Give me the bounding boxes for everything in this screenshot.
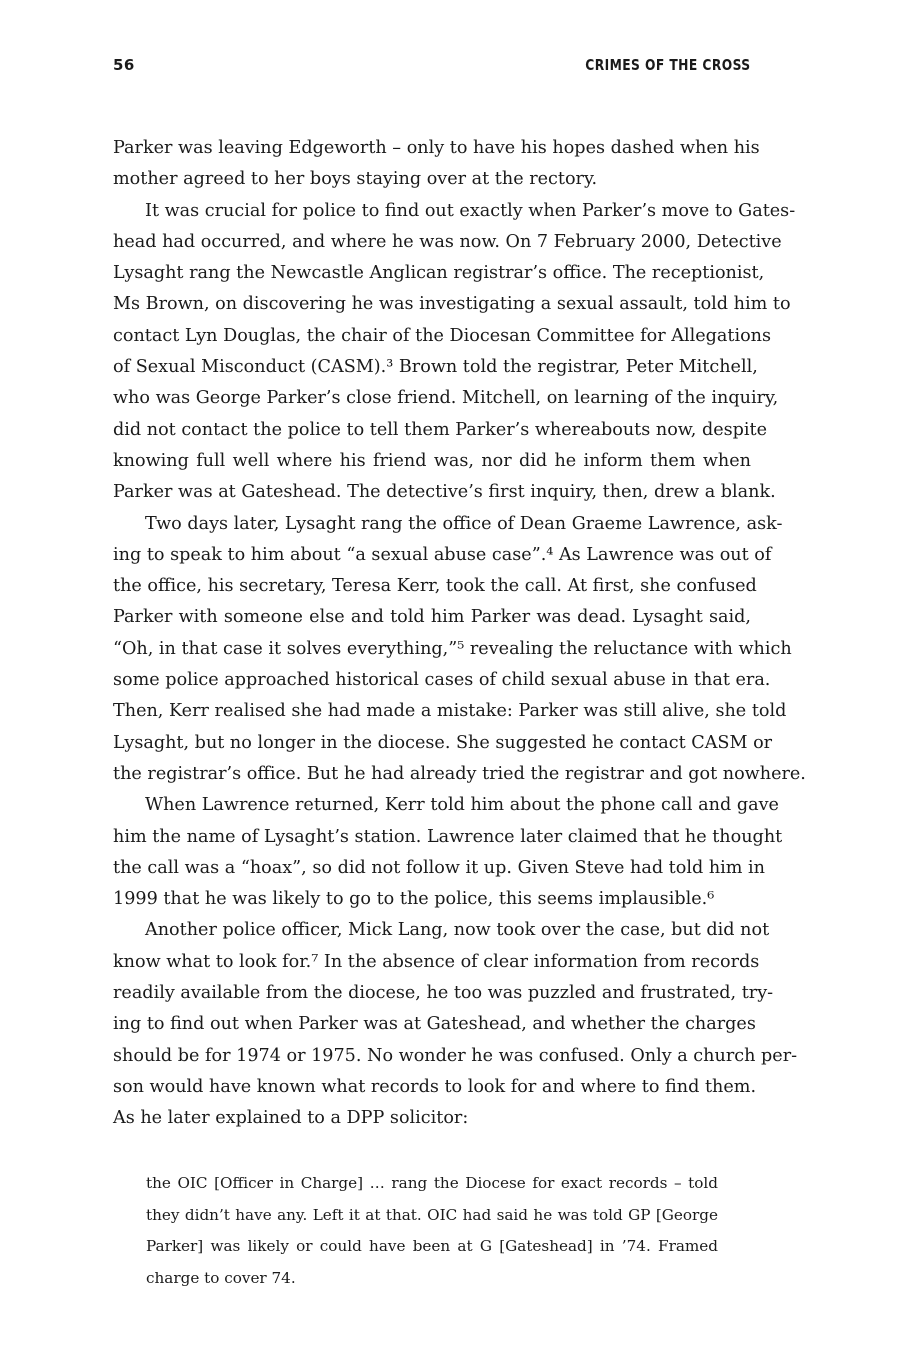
body-line: the office, his secretary, Teresa Kerr, took the call. At first, she confused [113,576,757,597]
body-line: Parker was at Gateshead. The detective’s first inquiry, then, drew a blank. [113,482,776,503]
running-head [113,56,751,78]
body-text [113,133,806,1135]
quote-line: charge to cover 74. [146,1268,296,1287]
body-line: did not contact the police to tell them Parker’s whereabouts now, despite [113,419,768,440]
body-line: Another police officer, Mick Lang, now took over the case, but did not [145,920,770,941]
body-line: contact Lyn Douglas, the chair of the Diocesan Committee for Allegations [113,325,772,346]
body-line: son would have known what records to look for and where to find them. [113,1076,757,1097]
body-line: know what to look for.⁷ In the absence of clear information from records [113,951,760,972]
quote-line: the OIC [Officer in Charge] … rang the Diocese for exact records – told [146,1174,718,1192]
body-line: mother agreed to her boys staying over at the rectory. [113,169,598,190]
quote-line: they didn’t have any. Left it at that. OIC had said he was told GP [George [146,1205,718,1224]
body-line: of Sexual Misconduct (CASM).³ Brown told the registrar, Peter Mitchell, [113,357,758,378]
body-line: As he later explained to a DPP solicitor: [113,1108,469,1129]
body-line: readily available from the diocese, he too was puzzled and frustrated, try- [113,983,774,1004]
page-number: 56 [113,56,135,74]
body-line: “Oh, in that case it solves everything,”⁵ revealing the reluctance with which [113,638,792,659]
body-line: Then, Kerr realised she had made a mistake: Parker was still alive, she told [113,701,787,722]
running-title: CRIMES OF THE CROSS [585,56,751,74]
body-line: 1999 that he was likely to go to the police, this seems implausible.⁶ [113,889,715,910]
body-line: Parker was leaving Edgeworth – only to have his hopes dashed when his [113,138,760,158]
body-line: the call was a “hoax”, so did not follow it up. Given Steve had told him in [113,857,766,878]
body-line: It was crucial for police to find out exactly when Parker’s move to Gates- [145,200,796,221]
body-line: some police approached historical cases of child sexual abuse in that era. [113,670,771,691]
block-quote [146,1168,718,1294]
body-line: Lysaght, but no longer in the diocese. She suggested he contact CASM or [113,732,773,753]
body-line: Parker with someone else and told him Parker was dead. Lysaght said, [113,607,751,628]
body-line: Two days later, Lysaght rang the office of Dean Graeme Lawrence, ask- [145,513,783,534]
body-line: knowing full well where his friend was, nor did he inform them when [113,450,751,471]
body-line: Ms Brown, on discovering he was investigating a sexual assault, told him to [113,294,791,315]
body-line: ing to find out when Parker was at Gateshead, and whether the charges [113,1014,756,1035]
body-line: Lysaght rang the Newcastle Anglican registrar’s office. The receptionist, [113,263,765,284]
body-line: When Lawrence returned, Kerr told him about the phone call and gave [145,795,779,816]
body-line: who was George Parker’s close friend. Mitchell, on learning of the inquiry, [113,388,779,409]
body-line: the registrar’s office. But he had already tried the registrar and got nowhere. [113,763,806,784]
quote-line: Parker] was likely or could have been at G [Gateshead] in ’74. Framed [146,1237,718,1255]
body-line: head had occurred, and where he was now. On 7 February 2000, Detective [113,231,782,252]
body-line: should be for 1974 or 1975. No wonder he was confused. Only a church per- [113,1045,798,1066]
body-line: ing to speak to him about “a sexual abuse case”.⁴ As Lawrence was out of [113,544,772,565]
body-line: him the name of Lysaght’s station. Lawrence later claimed that he thought [113,826,783,847]
